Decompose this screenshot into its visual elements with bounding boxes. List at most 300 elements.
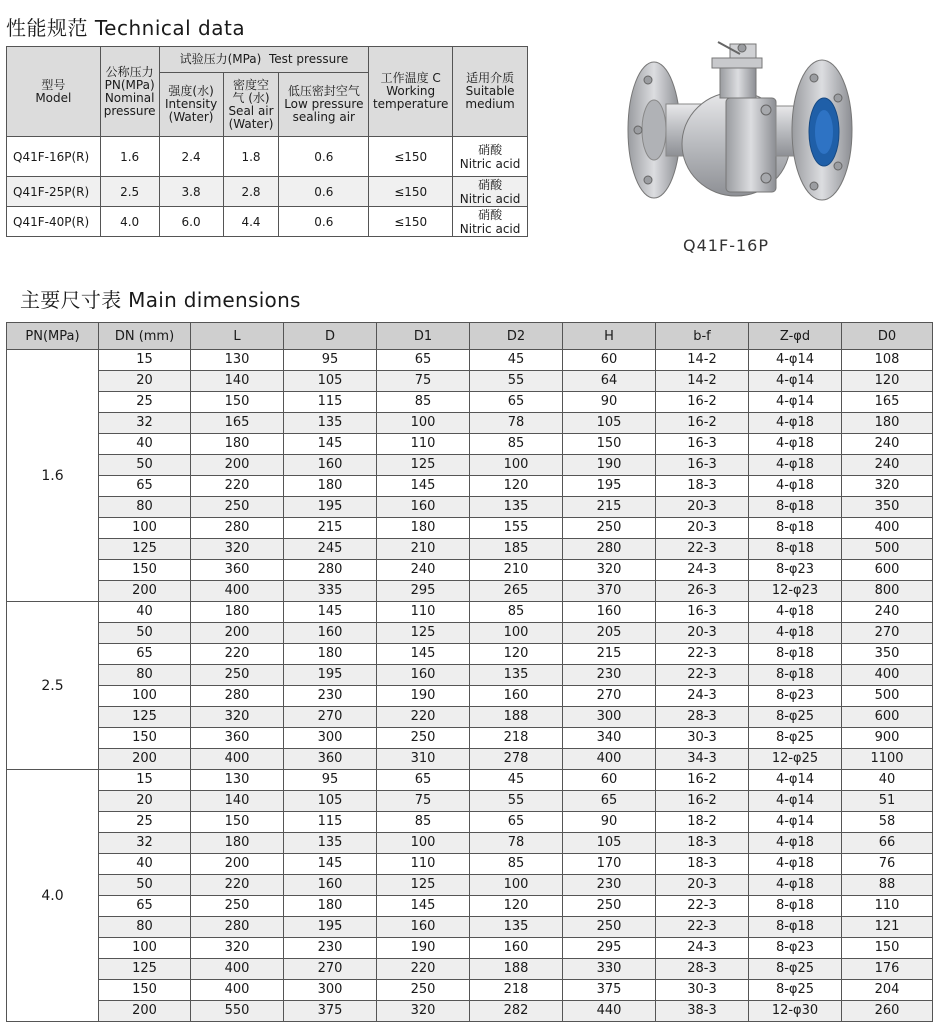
table-cell: 300 bbox=[563, 707, 656, 728]
pn-group-cell: 2.5 bbox=[7, 602, 99, 770]
table-cell: 145 bbox=[377, 644, 470, 665]
table-cell: 105 bbox=[284, 371, 377, 392]
table-cell: 145 bbox=[377, 476, 470, 497]
table-cell: 4-φ14 bbox=[749, 812, 842, 833]
col-header: DN (mm) bbox=[99, 323, 191, 350]
table-row bbox=[7, 980, 933, 1001]
table-cell: 160 bbox=[377, 497, 470, 518]
table-cell: 180 bbox=[284, 476, 377, 497]
table-cell: 400 bbox=[842, 518, 933, 539]
table-cell: 40 bbox=[842, 770, 933, 791]
table-cell: 250 bbox=[377, 728, 470, 749]
table-cell: 180 bbox=[842, 413, 933, 434]
table-cell: 22-3 bbox=[656, 917, 749, 938]
table-cell: 295 bbox=[377, 581, 470, 602]
table-cell: 190 bbox=[377, 686, 470, 707]
table-cell: 4-φ14 bbox=[749, 371, 842, 392]
table-cell: 60 bbox=[563, 770, 656, 791]
table-cell: 370 bbox=[563, 581, 656, 602]
table-cell: 85 bbox=[377, 812, 470, 833]
table-cell: 200 bbox=[99, 1001, 191, 1022]
table-cell: 8-φ25 bbox=[749, 980, 842, 1001]
table-cell: 125 bbox=[377, 623, 470, 644]
table-cell: 65 bbox=[470, 392, 563, 413]
table-row bbox=[7, 875, 933, 896]
table-cell: 220 bbox=[191, 476, 284, 497]
table-row bbox=[7, 581, 933, 602]
table-cell: 190 bbox=[563, 455, 656, 476]
table-cell: 105 bbox=[563, 833, 656, 854]
table-cell: 150 bbox=[99, 560, 191, 581]
table-cell: 4-φ18 bbox=[749, 623, 842, 644]
main-dimensions-table bbox=[6, 322, 933, 1022]
table-cell: 22-3 bbox=[656, 644, 749, 665]
table-cell: 245 bbox=[284, 539, 377, 560]
table-cell: 50 bbox=[99, 455, 191, 476]
table-cell: 155 bbox=[470, 518, 563, 539]
table-cell: 210 bbox=[470, 560, 563, 581]
table-cell: 4-φ18 bbox=[749, 413, 842, 434]
table-cell: 18-3 bbox=[656, 833, 749, 854]
table-cell: 204 bbox=[842, 980, 933, 1001]
table-cell: 205 bbox=[563, 623, 656, 644]
table-cell: 220 bbox=[377, 707, 470, 728]
table-cell: 240 bbox=[377, 560, 470, 581]
table-cell: 278 bbox=[470, 749, 563, 770]
table-cell: 125 bbox=[377, 875, 470, 896]
table-cell: 140 bbox=[191, 371, 284, 392]
table-cell: 280 bbox=[284, 560, 377, 581]
table-cell: 145 bbox=[284, 854, 377, 875]
table-cell: 16-3 bbox=[656, 455, 749, 476]
table-cell: 200 bbox=[99, 581, 191, 602]
table-cell: 24-3 bbox=[656, 686, 749, 707]
table-cell: 320 bbox=[191, 938, 284, 959]
table-cell: 310 bbox=[377, 749, 470, 770]
table-cell: 188 bbox=[470, 707, 563, 728]
table-cell: 55 bbox=[470, 371, 563, 392]
table-cell: 115 bbox=[284, 812, 377, 833]
table-cell: 320 bbox=[191, 539, 284, 560]
table-cell: 250 bbox=[191, 896, 284, 917]
table-row bbox=[7, 350, 933, 371]
ball-valve-image bbox=[626, 32, 856, 222]
table-cell: 130 bbox=[191, 770, 284, 791]
table-cell: 100 bbox=[470, 875, 563, 896]
table-cell: 105 bbox=[563, 413, 656, 434]
table-cell: 100 bbox=[470, 455, 563, 476]
table-cell: 51 bbox=[842, 791, 933, 812]
table-cell: 50 bbox=[99, 623, 191, 644]
table-cell: 250 bbox=[377, 980, 470, 1001]
table-cell: 12-φ30 bbox=[749, 1001, 842, 1022]
table-cell: 500 bbox=[842, 686, 933, 707]
table-cell: 600 bbox=[842, 560, 933, 581]
table-cell: 240 bbox=[842, 455, 933, 476]
table-cell: 40 bbox=[99, 602, 191, 623]
table-cell: 180 bbox=[191, 833, 284, 854]
table-cell: 80 bbox=[99, 917, 191, 938]
table-cell: 24-3 bbox=[656, 938, 749, 959]
table-cell: 150 bbox=[191, 392, 284, 413]
table-cell: 85 bbox=[470, 602, 563, 623]
table-cell: 45 bbox=[470, 350, 563, 371]
table-cell: 8-φ25 bbox=[749, 959, 842, 980]
table-cell: 160 bbox=[377, 665, 470, 686]
table-cell: 8-φ18 bbox=[749, 665, 842, 686]
table-row bbox=[7, 1001, 933, 1022]
table-row bbox=[7, 854, 933, 875]
table-cell: 360 bbox=[191, 728, 284, 749]
table-cell: 375 bbox=[284, 1001, 377, 1022]
table-cell: 220 bbox=[191, 644, 284, 665]
table-cell: 24-3 bbox=[656, 560, 749, 581]
table-cell: 90 bbox=[563, 812, 656, 833]
table-cell: 200 bbox=[99, 749, 191, 770]
table-cell: 100 bbox=[99, 686, 191, 707]
table-cell: 400 bbox=[191, 749, 284, 770]
table-cell: 150 bbox=[563, 434, 656, 455]
table-cell: 160 bbox=[284, 875, 377, 896]
table-cell: 360 bbox=[191, 560, 284, 581]
table-cell: 195 bbox=[284, 917, 377, 938]
table-cell: 4-φ14 bbox=[749, 350, 842, 371]
table-cell: 66 bbox=[842, 833, 933, 854]
table-cell: 18-3 bbox=[656, 854, 749, 875]
table-cell: 20 bbox=[99, 791, 191, 812]
table-cell: 22-3 bbox=[656, 896, 749, 917]
table-row bbox=[7, 434, 933, 455]
col-header: b-f bbox=[656, 323, 749, 350]
table-cell: 180 bbox=[284, 896, 377, 917]
table-cell: 280 bbox=[191, 686, 284, 707]
table-cell: 188 bbox=[470, 959, 563, 980]
table-cell: 218 bbox=[470, 728, 563, 749]
table-cell: 300 bbox=[284, 980, 377, 1001]
table-cell: 170 bbox=[563, 854, 656, 875]
table-row bbox=[7, 539, 933, 560]
table-cell: 18-2 bbox=[656, 812, 749, 833]
table-cell: 65 bbox=[99, 644, 191, 665]
table-cell: 38-3 bbox=[656, 1001, 749, 1022]
pn-group-cell: 4.0 bbox=[7, 770, 99, 1022]
table-cell: 190 bbox=[377, 938, 470, 959]
table-cell: 26-3 bbox=[656, 581, 749, 602]
table-cell: 440 bbox=[563, 1001, 656, 1022]
table-cell: 195 bbox=[284, 497, 377, 518]
table-cell: 4-φ18 bbox=[749, 434, 842, 455]
table-cell: 30-3 bbox=[656, 980, 749, 1001]
table-cell: 76 bbox=[842, 854, 933, 875]
table-cell: 32 bbox=[99, 413, 191, 434]
table-cell: 176 bbox=[842, 959, 933, 980]
table-cell: 8-φ18 bbox=[749, 644, 842, 665]
col-header: PN(MPa) bbox=[7, 323, 99, 350]
table-cell: 280 bbox=[563, 539, 656, 560]
table-cell: 145 bbox=[284, 602, 377, 623]
table-cell: 280 bbox=[191, 518, 284, 539]
working-temperature-header: 工作温度 C Working temperature bbox=[369, 47, 453, 137]
table-cell: 40 bbox=[99, 854, 191, 875]
table-cell: 270 bbox=[842, 623, 933, 644]
table-cell: 120 bbox=[470, 644, 563, 665]
table-cell: 320 bbox=[842, 476, 933, 497]
table-cell: 60 bbox=[563, 350, 656, 371]
table-row bbox=[7, 896, 933, 917]
table-cell: 250 bbox=[563, 917, 656, 938]
table-cell: 280 bbox=[191, 917, 284, 938]
table-cell: 135 bbox=[284, 413, 377, 434]
table-cell: 22-3 bbox=[656, 539, 749, 560]
table-cell: 121 bbox=[842, 917, 933, 938]
table-row bbox=[7, 392, 933, 413]
table-row bbox=[7, 791, 933, 812]
table-row bbox=[7, 833, 933, 854]
table-row bbox=[7, 938, 933, 959]
col-header: H bbox=[563, 323, 656, 350]
table-cell: 4-φ14 bbox=[749, 392, 842, 413]
table-row bbox=[7, 707, 933, 728]
table-cell: 20 bbox=[99, 371, 191, 392]
table-cell: 8-φ23 bbox=[749, 560, 842, 581]
table-cell: 400 bbox=[842, 665, 933, 686]
table-cell: 230 bbox=[284, 686, 377, 707]
table-cell: 600 bbox=[842, 707, 933, 728]
table-cell: 8-φ18 bbox=[749, 917, 842, 938]
table-row bbox=[7, 413, 933, 434]
table-cell: 340 bbox=[563, 728, 656, 749]
table-cell: 160 bbox=[470, 938, 563, 959]
table-cell: 220 bbox=[191, 875, 284, 896]
table-cell: 16-2 bbox=[656, 392, 749, 413]
table-cell: 85 bbox=[470, 854, 563, 875]
table-cell: 8-φ18 bbox=[749, 539, 842, 560]
table-cell: 270 bbox=[284, 707, 377, 728]
table-cell: 16-3 bbox=[656, 434, 749, 455]
table-cell: 78 bbox=[470, 413, 563, 434]
table-cell: 230 bbox=[563, 875, 656, 896]
table-cell: 150 bbox=[99, 728, 191, 749]
table-cell: 115 bbox=[284, 392, 377, 413]
table-cell: 200 bbox=[191, 623, 284, 644]
table-cell: 110 bbox=[377, 602, 470, 623]
table-cell: 110 bbox=[842, 896, 933, 917]
table-cell: 100 bbox=[377, 413, 470, 434]
table-cell: 8-φ23 bbox=[749, 686, 842, 707]
table-cell: 25 bbox=[99, 812, 191, 833]
table-row bbox=[7, 686, 933, 707]
table-cell: 320 bbox=[191, 707, 284, 728]
table-cell: 4-φ14 bbox=[749, 770, 842, 791]
technical-data-title: 性能规范 Technical data bbox=[6, 16, 246, 40]
dims-header-row bbox=[7, 323, 933, 350]
table-cell: 270 bbox=[284, 959, 377, 980]
table-cell: 58 bbox=[842, 812, 933, 833]
table-cell: 180 bbox=[191, 602, 284, 623]
table-row bbox=[7, 476, 933, 497]
table-cell: 200 bbox=[191, 854, 284, 875]
table-cell: 240 bbox=[842, 602, 933, 623]
table-cell: 8-φ23 bbox=[749, 938, 842, 959]
table-cell: 20-3 bbox=[656, 518, 749, 539]
table-cell: 270 bbox=[563, 686, 656, 707]
table-cell: 108 bbox=[842, 350, 933, 371]
table-cell: 18-3 bbox=[656, 476, 749, 497]
table-cell: 150 bbox=[191, 812, 284, 833]
table-cell: 250 bbox=[563, 896, 656, 917]
table-row bbox=[7, 812, 933, 833]
test-pressure-header: 试验压力(MPa) Test pressure bbox=[159, 47, 369, 73]
table-cell: 230 bbox=[563, 665, 656, 686]
table-cell: 180 bbox=[377, 518, 470, 539]
table-cell: 240 bbox=[842, 434, 933, 455]
table-cell: 75 bbox=[377, 371, 470, 392]
table-cell: 320 bbox=[377, 1001, 470, 1022]
table-cell: 550 bbox=[191, 1001, 284, 1022]
table-cell: 12-φ25 bbox=[749, 749, 842, 770]
table-cell: 1100 bbox=[842, 749, 933, 770]
table-cell: 105 bbox=[284, 791, 377, 812]
table-cell: 500 bbox=[842, 539, 933, 560]
table-cell: 8-φ25 bbox=[749, 728, 842, 749]
table-cell: 8-φ18 bbox=[749, 896, 842, 917]
table-cell: 80 bbox=[99, 497, 191, 518]
table-cell: 4-φ18 bbox=[749, 476, 842, 497]
table-cell: 160 bbox=[284, 623, 377, 644]
table-cell: 218 bbox=[470, 980, 563, 1001]
table-cell: 215 bbox=[563, 497, 656, 518]
table-cell: 4-φ18 bbox=[749, 833, 842, 854]
table-cell: 295 bbox=[563, 938, 656, 959]
table-cell: 135 bbox=[470, 917, 563, 938]
table-cell: 215 bbox=[563, 644, 656, 665]
table-row bbox=[7, 917, 933, 938]
table-cell: 80 bbox=[99, 665, 191, 686]
table-row bbox=[7, 371, 933, 392]
table-cell: 260 bbox=[842, 1001, 933, 1022]
table-cell: 120 bbox=[842, 371, 933, 392]
table-cell: 15 bbox=[99, 350, 191, 371]
table-cell: 125 bbox=[99, 707, 191, 728]
table-cell: 78 bbox=[470, 833, 563, 854]
suitable-medium-header: 适用介质 Suitable medium bbox=[453, 47, 528, 137]
col-header: D1 bbox=[377, 323, 470, 350]
nominal-pressure-header: 公称压力 PN(MPa) Nominal pressure bbox=[100, 47, 159, 137]
table-cell: 360 bbox=[284, 749, 377, 770]
table-cell: 20-3 bbox=[656, 875, 749, 896]
table-cell: 282 bbox=[470, 1001, 563, 1022]
table-cell: 220 bbox=[377, 959, 470, 980]
table-cell: 16-2 bbox=[656, 770, 749, 791]
table-cell: 16-2 bbox=[656, 791, 749, 812]
table-cell: 350 bbox=[842, 497, 933, 518]
table-cell: 4-φ18 bbox=[749, 875, 842, 896]
table-cell: 400 bbox=[191, 581, 284, 602]
table-cell: 195 bbox=[284, 665, 377, 686]
table-cell: 250 bbox=[563, 518, 656, 539]
table-cell: 85 bbox=[377, 392, 470, 413]
table-cell: 160 bbox=[470, 686, 563, 707]
table-cell: 140 bbox=[191, 791, 284, 812]
table-cell: 100 bbox=[470, 623, 563, 644]
table-row bbox=[7, 623, 933, 644]
table-cell: 320 bbox=[563, 560, 656, 581]
table-cell: 200 bbox=[191, 455, 284, 476]
table-row bbox=[7, 959, 933, 980]
table-cell: 4-φ18 bbox=[749, 455, 842, 476]
table-cell: 350 bbox=[842, 644, 933, 665]
table-cell: 20-3 bbox=[656, 623, 749, 644]
intensity-header: 强度(水) Intensity (Water) bbox=[159, 73, 223, 137]
table-cell: 100 bbox=[99, 518, 191, 539]
table-row: Q41F-16P(R) 1.6 2.4 1.8 0.6 ≤150 硝酸 Nitric acid bbox=[7, 137, 528, 177]
table-cell: 145 bbox=[284, 434, 377, 455]
table-cell: 25 bbox=[99, 392, 191, 413]
table-cell: 215 bbox=[284, 518, 377, 539]
table-cell: 14-2 bbox=[656, 350, 749, 371]
table-cell: 160 bbox=[377, 917, 470, 938]
table-cell: 120 bbox=[470, 896, 563, 917]
table-cell: 375 bbox=[563, 980, 656, 1001]
table-cell: 165 bbox=[842, 392, 933, 413]
table-row bbox=[7, 602, 933, 623]
table-cell: 135 bbox=[470, 665, 563, 686]
table-cell: 195 bbox=[563, 476, 656, 497]
table-cell: 32 bbox=[99, 833, 191, 854]
pn-group-cell: 1.6 bbox=[7, 350, 99, 602]
table-row bbox=[7, 728, 933, 749]
product-caption: Q41F-16P bbox=[683, 236, 769, 255]
table-row: Q41F-25P(R) 2.5 3.8 2.8 0.6 ≤150 硝酸 Nitric acid bbox=[7, 177, 528, 207]
table-cell: 65 bbox=[99, 476, 191, 497]
table-cell: 250 bbox=[191, 497, 284, 518]
table-row bbox=[7, 749, 933, 770]
table-row bbox=[7, 644, 933, 665]
col-header: Z-φd bbox=[749, 323, 842, 350]
table-cell: 120 bbox=[470, 476, 563, 497]
table-cell: 34-3 bbox=[656, 749, 749, 770]
table-cell: 75 bbox=[377, 791, 470, 812]
table-cell: 95 bbox=[284, 770, 377, 791]
table-cell: 250 bbox=[191, 665, 284, 686]
table-cell: 4-φ18 bbox=[749, 854, 842, 875]
table-cell: 88 bbox=[842, 875, 933, 896]
table-cell: 180 bbox=[284, 644, 377, 665]
table-cell: 400 bbox=[191, 959, 284, 980]
seal-air-header: 密度空 气 (水) Seal air (Water) bbox=[223, 73, 279, 137]
table-cell: 95 bbox=[284, 350, 377, 371]
table-cell: 135 bbox=[470, 497, 563, 518]
table-cell: 335 bbox=[284, 581, 377, 602]
table-cell: 14-2 bbox=[656, 371, 749, 392]
table-cell: 65 bbox=[99, 896, 191, 917]
col-header: D0 bbox=[842, 323, 933, 350]
table-cell: 165 bbox=[191, 413, 284, 434]
table-cell: 15 bbox=[99, 770, 191, 791]
table-cell: 20-3 bbox=[656, 497, 749, 518]
table-cell: 65 bbox=[470, 812, 563, 833]
col-header: D bbox=[284, 323, 377, 350]
table-cell: 55 bbox=[470, 791, 563, 812]
table-cell: 8-φ25 bbox=[749, 707, 842, 728]
table-cell: 100 bbox=[377, 833, 470, 854]
table-row bbox=[7, 455, 933, 476]
table-row bbox=[7, 770, 933, 791]
low-pressure-air-header: 低压密封空气 Low pressure sealing air bbox=[279, 73, 369, 137]
table-row: Q41F-40P(R) 4.0 6.0 4.4 0.6 ≤150 硝酸 Nitric acid bbox=[7, 207, 528, 237]
table-cell: 65 bbox=[563, 791, 656, 812]
table-cell: 4-φ18 bbox=[749, 602, 842, 623]
